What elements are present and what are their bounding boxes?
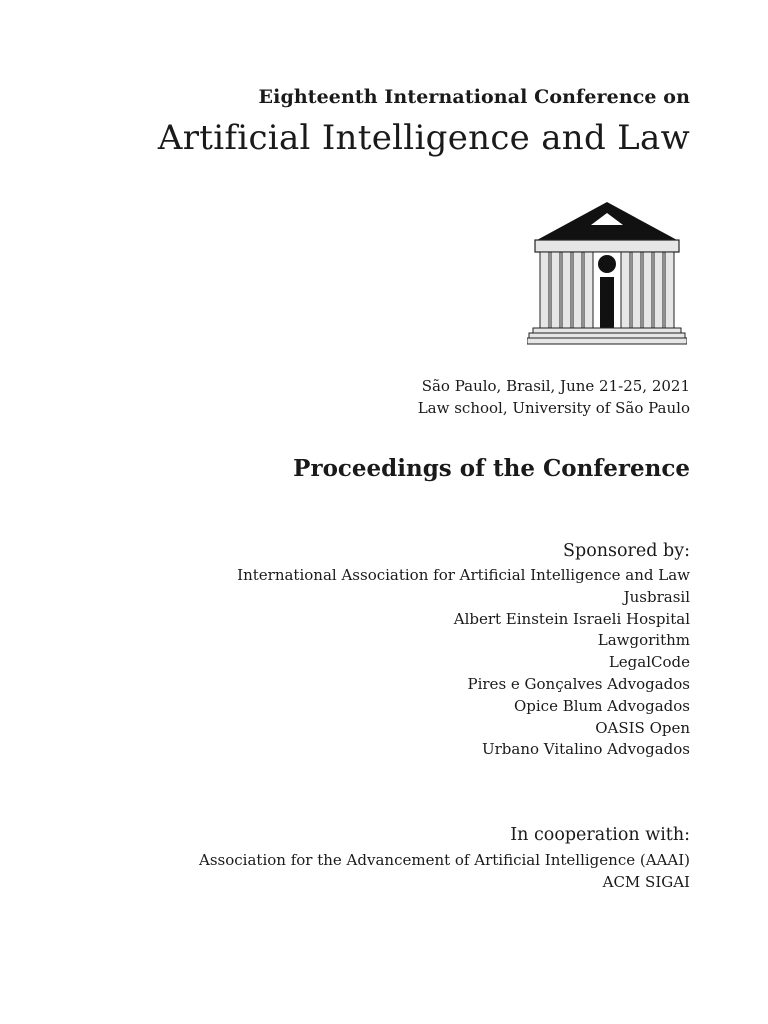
location-date: São Paulo, Brasil, June 21-25, 2021 [421,377,690,395]
sponsor-item: Albert Einstein Israeli Hospital [453,609,690,628]
cooperation-item: ACM SIGAI [602,872,690,891]
cooperation-heading: In cooperation with: [510,825,690,845]
temple-info-icon [527,199,687,347]
sponsor-item: OASIS Open [595,718,690,737]
location-block [418,375,690,419]
sponsor-item: Pires e Gonçalves Advogados [467,674,690,693]
info-stem [600,277,614,328]
sponsor-item: Urbano Vitalino Advogados [481,740,690,759]
proceedings-title: Proceedings of the Conference [293,455,690,482]
sponsors-heading: Sponsored by: [563,541,690,561]
sponsor-item: Jusbrasil [623,587,690,606]
conference-title: Artificial Intelligence and Law [157,118,690,158]
location-venue: Law school, University of São Paulo [417,399,690,417]
conference-subtitle: Eighteenth International Conference on [258,86,690,108]
temple-step-1 [533,328,681,333]
temple-step-3 [527,338,687,344]
info-dot [598,255,616,273]
cooperation-list [199,850,690,894]
sponsor-list [237,565,690,761]
sponsor-item: LegalCode [608,653,690,672]
temple-step-2 [529,333,685,338]
cooperation-item: Association for the Advancement of Artificial Intelligence (AAAI) [199,851,690,869]
temple-entablature [535,240,679,252]
sponsor-item: Opice Blum Advogados [513,696,690,715]
sponsor-item: International Association for Artificial Intelligence and Law [237,566,690,584]
sponsor-item: Lawgorithm [597,631,690,650]
